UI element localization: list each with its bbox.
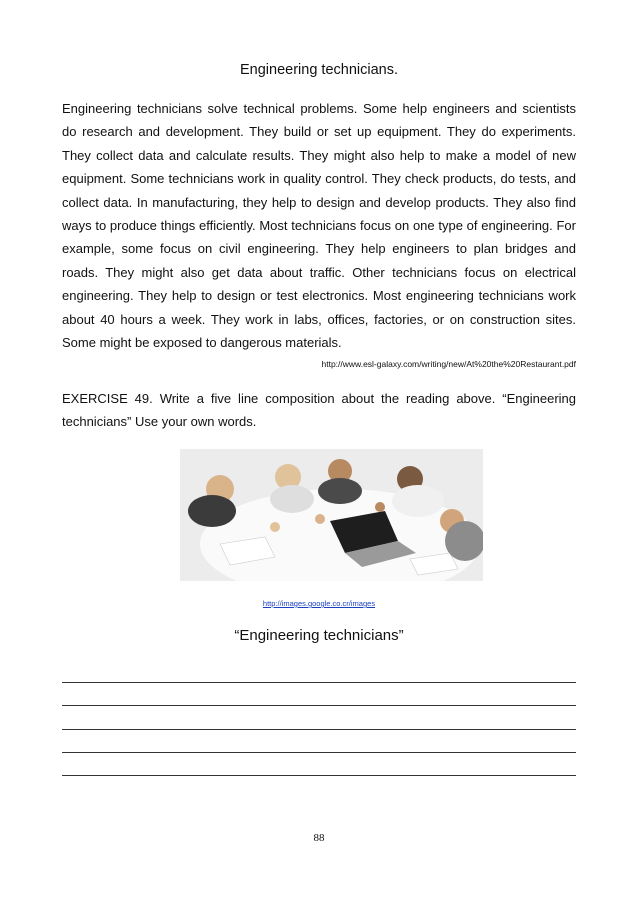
image-source-caption [0,599,638,608]
writing-line[interactable] [62,660,576,683]
reading-source-url: http://www.esl-galaxy.com/writing/new/At%20the%20Restaurant.pdf [321,359,576,369]
technicians-meeting-photo [180,449,483,581]
image-source-link[interactable]: http://images.google.co.cr/images [262,599,376,608]
writing-line[interactable] [62,706,576,729]
writing-line[interactable] [62,683,576,706]
page-number: 88 [313,832,325,844]
reading-title: Engineering technicians. [240,62,398,78]
writing-line[interactable] [62,730,576,753]
exercise-instructions: EXERCISE 49. Write a five line composition about the reading above. “Engineering technicians” Use your own words. [62,391,576,430]
reading-paragraph: Engineering technicians solve technical problems. Some help engineers and scientists do research and development. They build or set up equipment. They do experiments. They collect data and calculate results. They might also help to make a model of new equipment. Some technicians work in quality control. They check products, do tests, and collect data. In manufacturing, they help to design and develop products. They also find ways to produce things efficiently. Most technicians focus on one type of engineering. For example, some focus on civil engineering. They help engineers to plan bridges and roads. They might also get data about traffic. Other technicians focus on electrical engineering. They help to design or test electronics. Most engineering technicians work about 40 hours a week. They work in labs, offices, factories, or on construction sites. Some might be exposed to dangerous materials. [62,101,576,351]
writing-line[interactable] [62,753,576,776]
photo-illustration [180,449,483,581]
composition-heading: “Engineering technicians” [234,627,404,644]
writing-lines [62,660,576,776]
